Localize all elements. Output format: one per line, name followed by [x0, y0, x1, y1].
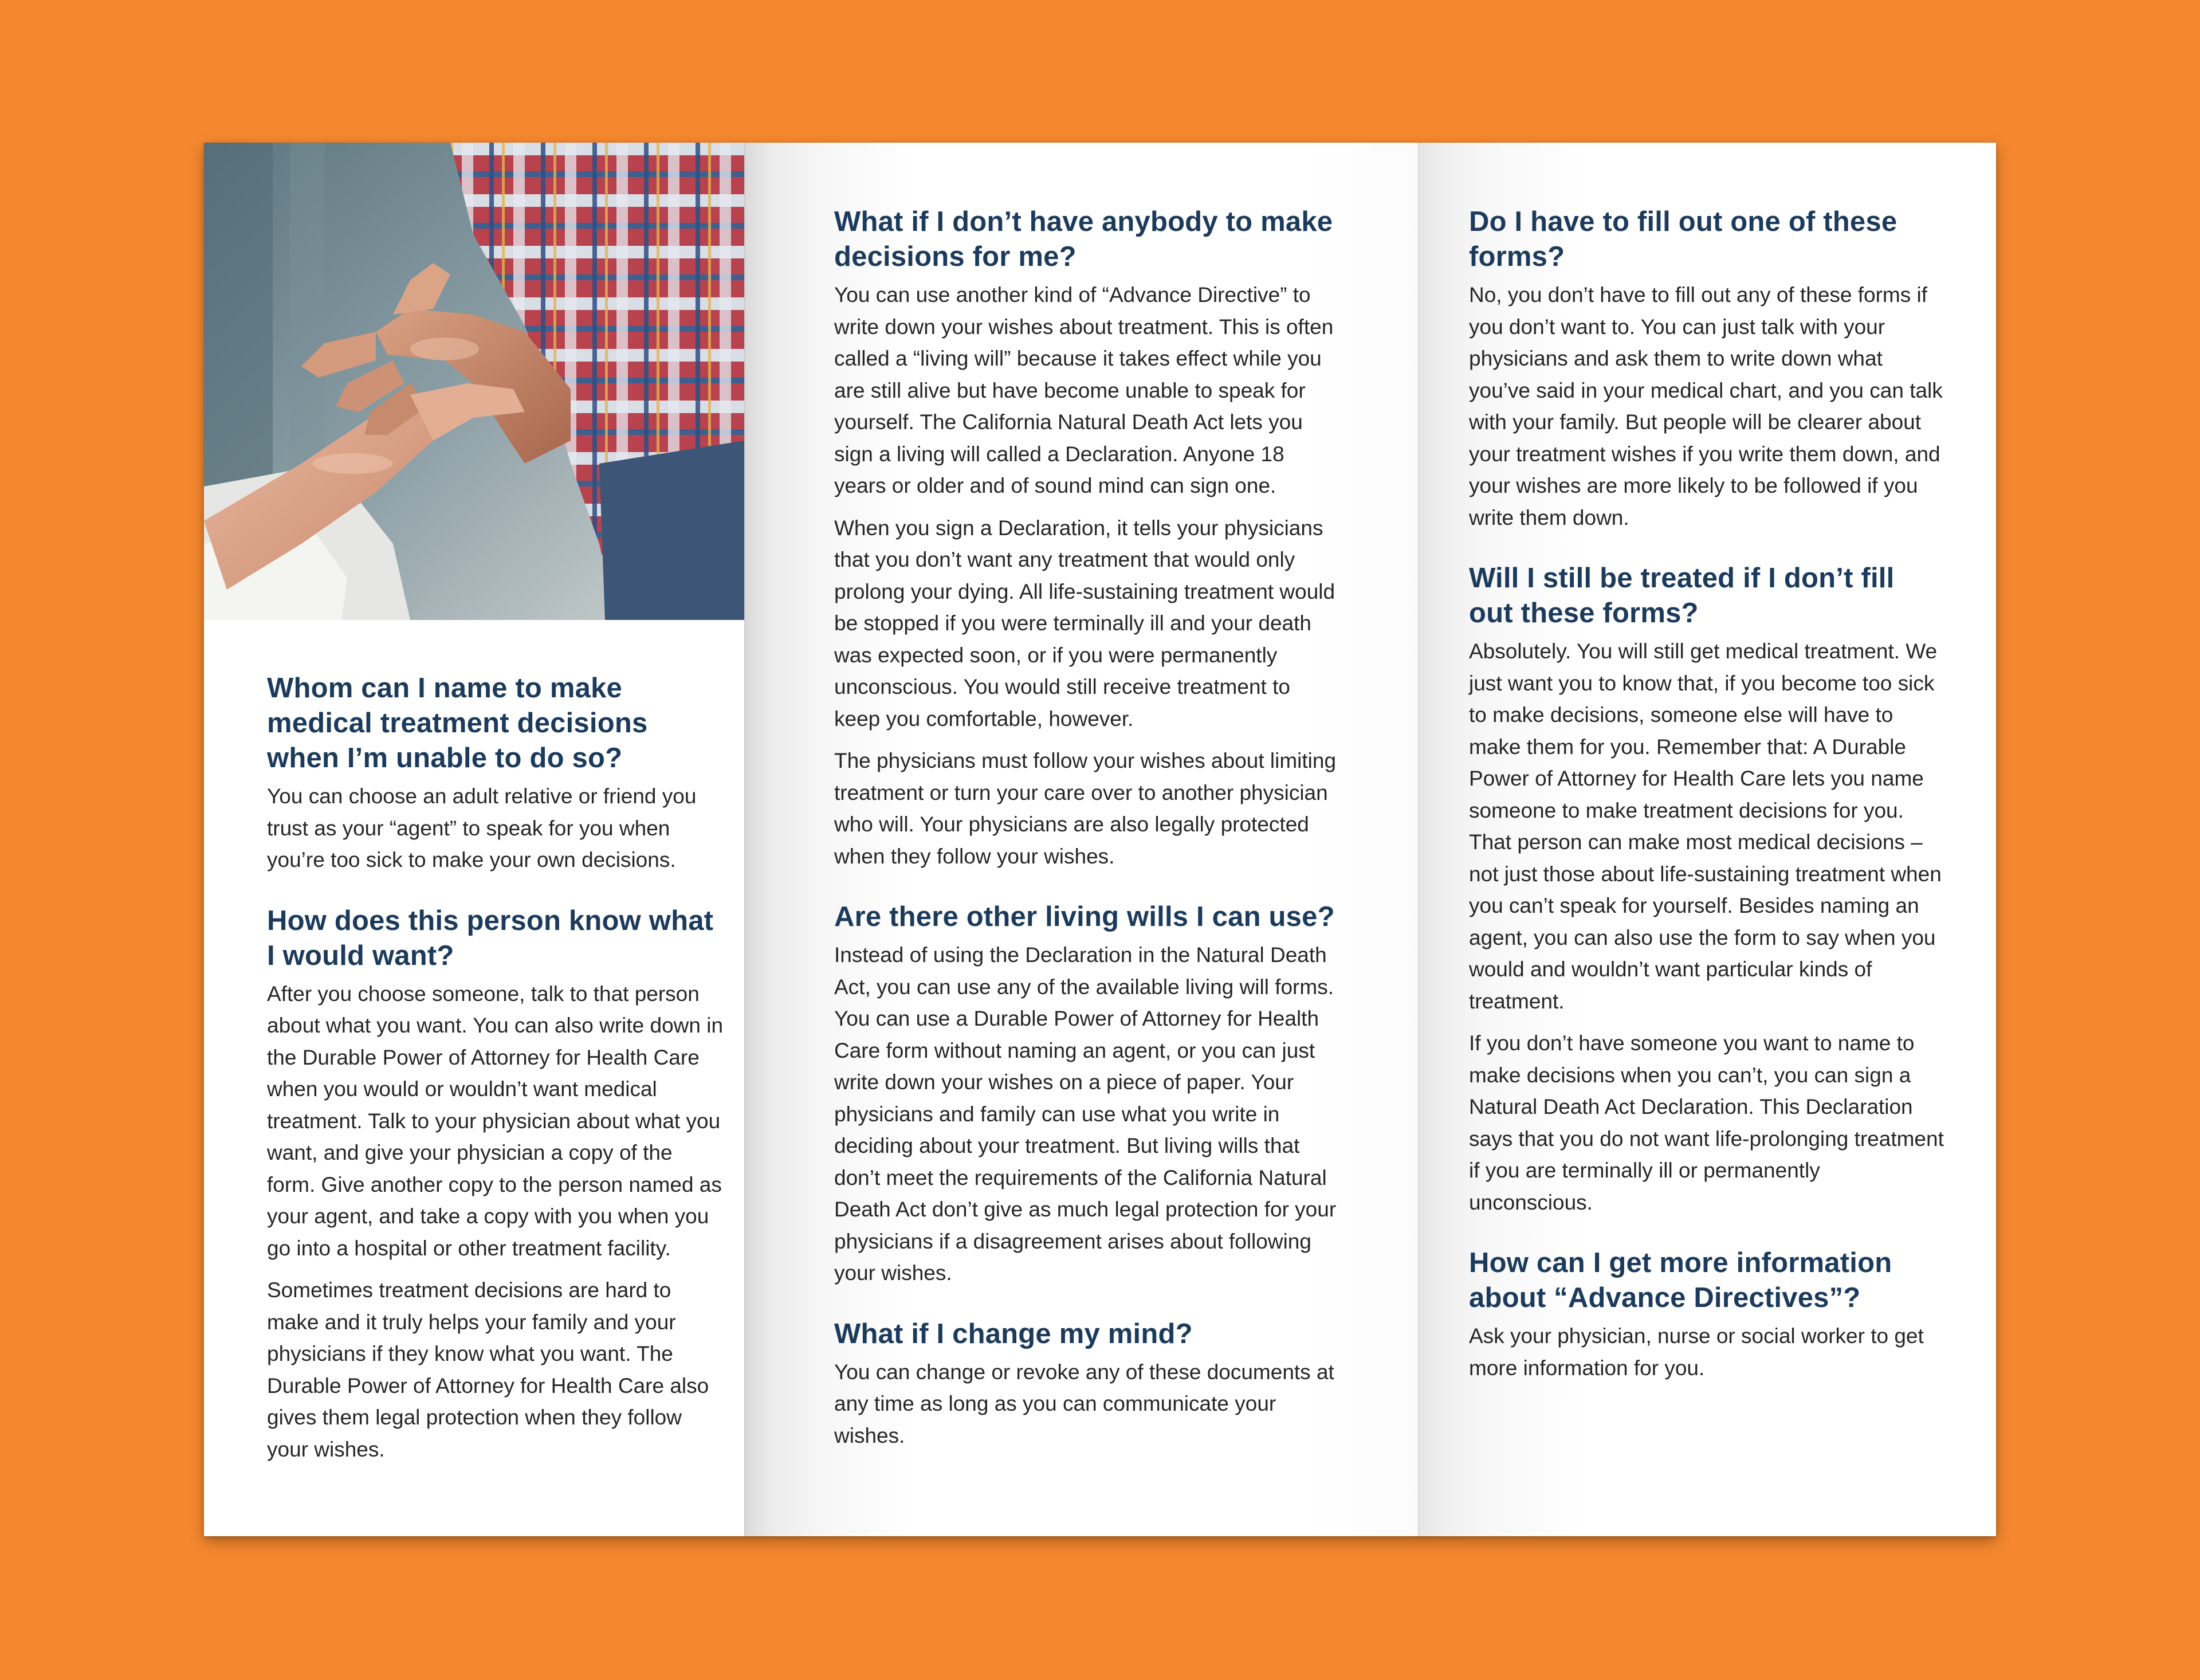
section-paragraph: If you don’t have someone you want to name to make decisions when you can’t, you can sign a Natural Death Act Declaration. This Declaration says that you do not want life-prolonging treatment if you are terminally ill or permanently unconscious.	[1469, 1031, 1944, 1214]
section-how-does-this-person-know	[267, 904, 725, 1466]
section-paragraph: When you sign a Declaration, it tells your physicians that you don’t want any treatment that would only prolong your dying. All life-sustaining treatment would be stopped if you were terminally ill and your death was expected soon, or if you were permanently unconscious. You would still receive treatment to keep you comfortable, however.	[834, 516, 1335, 731]
section-heading: Whom can I name to make medical treatment decisions when I’m unable to do so?	[267, 673, 648, 774]
section-no-one-to-decide	[834, 205, 1338, 872]
section-heading: Are there other living wills I can use?	[834, 901, 1335, 932]
panel-left	[204, 143, 744, 1536]
section-heading: How does this person know what I would want?	[267, 905, 714, 971]
section-paragraph: No, you don’t have to fill out any of these forms if you don’t want to. You can just talk with your physicians and ask them to write down what you’ve said in your medical chart, and you can talk with your family. But people will be clearer about your treatment wishes if you write them down, and your wishes are more likely to be followed if you write them down.	[1469, 283, 1943, 529]
section-still-be-treated	[1469, 561, 1944, 1218]
section-paragraph: You can use another kind of “Advance Directive” to write down your wishes about treatment. This is often called a “living will” because it takes effect while you are still alive but have become unable to speak for yourself. The California Natural Death Act lets you sign a living will called a Declaration. Anyone 18 years or older and of sound mind can sign one.	[834, 283, 1334, 497]
section-paragraph: Ask your physician, nurse or social worker to get more information for you.	[1469, 1324, 1924, 1380]
panel-right-content	[1469, 205, 1944, 1411]
fold-line	[744, 143, 745, 1536]
panel-right	[1418, 143, 1996, 1536]
section-paragraph: You can choose an adult relative or friend you trust as your “agent” to speak for you when you’re too sick to make your own decisions.	[267, 784, 697, 872]
section-other-living-wills	[834, 900, 1338, 1289]
holding-hands-photo	[204, 143, 744, 620]
section-heading: Will I still be treated if I don’t fill out these forms?	[1469, 563, 1895, 629]
brochure	[204, 143, 1996, 1536]
section-paragraph: Instead of using the Declaration in the Natural Death Act, you can use any of the available living will forms. You can use a Durable Power of Attorney for Health Care form without naming an agent, or you can just write down your wishes on a piece of paper. Your physicians and family can use what you write in deciding about your treatment. But living wills that don’t meet the requirements of the California Natural Death Act don’t give as much legal protection for your physicians if a disagreement arises about following your wishes.	[834, 943, 1337, 1285]
section-heading: Do I have to fill out one of these forms?	[1469, 206, 1897, 272]
section-paragraph: Absolutely. You will still get medical treatment. We just want you to know that, if you become too sick to make decisions, someone else will have to make them for you. Remember that: A Durable Power of Attorney for Health Care lets you name someone to make treatment decisions for you. That person can make most medical decisions – not just those about life-sustaining treatment when you can’t speak for yourself. Besides naming an agent, you can also use the form to say when you would and wouldn’t want particular kinds of treatment.	[1469, 639, 1942, 1013]
panel-left-content	[267, 671, 725, 1493]
panel-middle	[744, 143, 1418, 1536]
section-heading: How can I get more information about “Advance Directives”?	[1469, 1247, 1892, 1313]
panel-middle-content	[834, 205, 1338, 1479]
section-whom-can-i-name	[267, 671, 725, 876]
section-paragraph: After you choose someone, talk to that person about what you want. You can also write down in the Durable Power of Attorney for Health Care when you would or wouldn’t want medical treatment. Talk to your physician about what you want, and give your physician a copy of the form. Give another copy to the person named as your agent, and take a copy with you when you go into a hospital or other treatment facility.	[267, 982, 724, 1260]
fold-line	[1418, 143, 1419, 1536]
section-heading: What if I don’t have anybody to make decisions for me?	[834, 206, 1333, 272]
section-change-my-mind	[834, 1317, 1338, 1452]
section-more-information	[1469, 1246, 1944, 1384]
section-fill-out-forms	[1469, 205, 1944, 533]
section-paragraph: Sometimes treatment decisions are hard to make and it truly helps your family and your physicians if they know what you want. The Durable Power of Attorney for Health Care also gives them legal protection when they follow your wishes.	[267, 1278, 709, 1461]
section-heading: What if I change my mind?	[834, 1318, 1193, 1349]
section-paragraph: You can change or revoke any of these documents at any time as long as you can communicate your wishes.	[834, 1360, 1334, 1447]
section-paragraph: The physicians must follow your wishes about limiting treatment or turn your care over to another physician who will. Your physicians are also legally protected when they follow your wishes.	[834, 749, 1337, 868]
